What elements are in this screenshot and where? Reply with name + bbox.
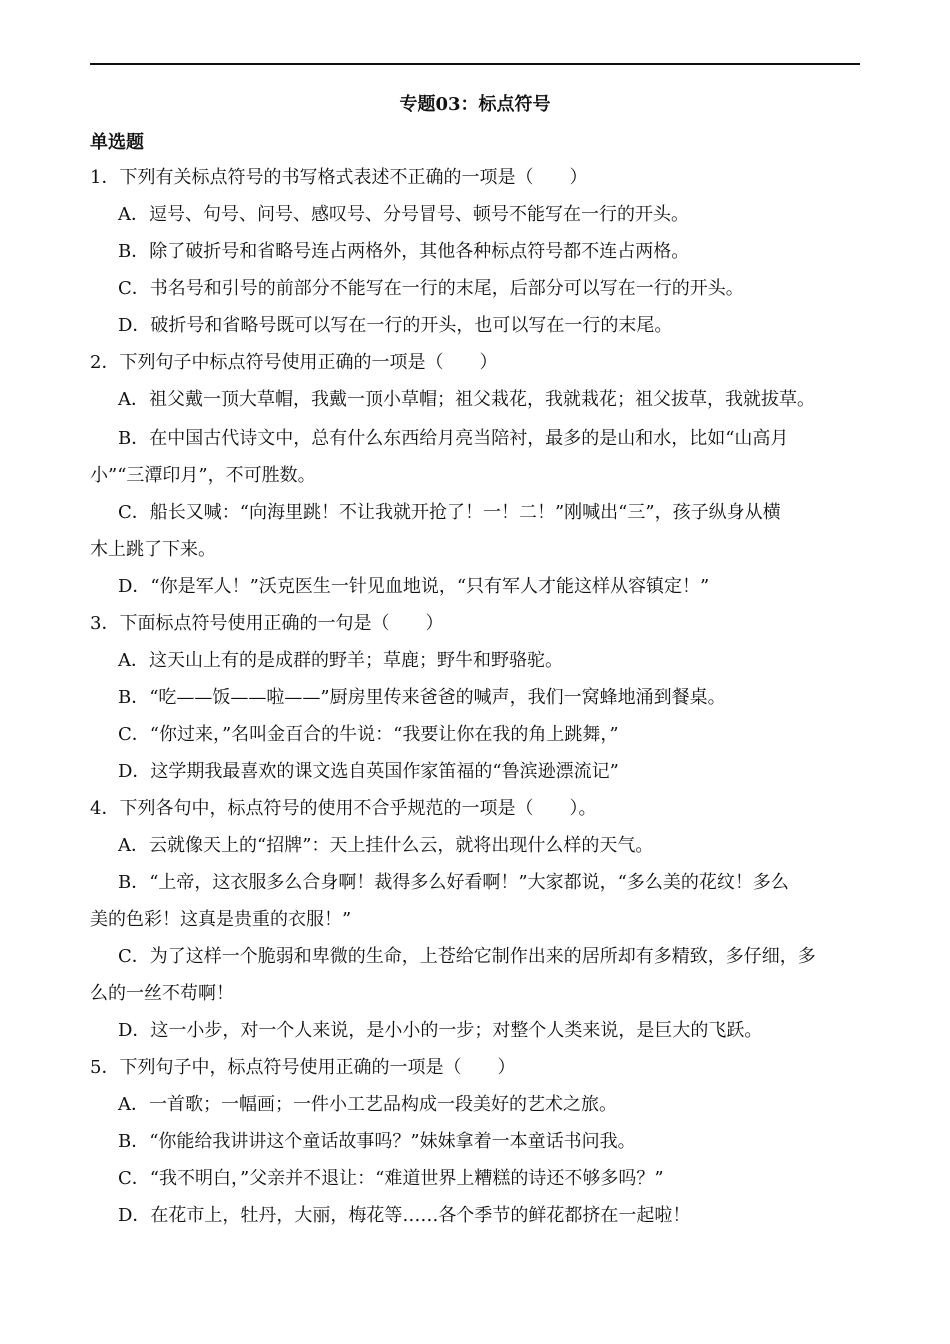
question-2: 2．下列句子中标点符号使用正确的一项是（ ）: [90, 352, 498, 373]
header-rule: [90, 63, 860, 65]
q4-option-b: B．“上帝，这衣服多么合身啊！裁得多么好看啊！”大家都说，“多么美的花纹！多么: [118, 872, 789, 893]
question-3: 3．下面标点符号使用正确的一句是（ ）: [90, 613, 444, 634]
q5-option-c: C．“我不明白，”父亲并不退让：“难道世界上糟糕的诗还不够多吗？”: [118, 1168, 664, 1189]
q5-option-b: B．“你能给我讲讲这个童话故事吗？”妹妹拿着一本童话书问我。: [118, 1131, 636, 1152]
q4-option-a: A．云就像天上的“招牌”：天上挂什么云，就将出现什么样的天气。: [118, 835, 654, 856]
q2-option-d: D．“你是军人！”沃克医生一针见血地说，“只有军人才能这样从容镇定！”: [118, 576, 710, 597]
question-1: 1．下列有关标点符号的书写格式表述不正确的一项是（ ）: [90, 167, 588, 188]
section-heading: 单选题: [90, 132, 144, 153]
page-title: 专题03：标点符号: [399, 94, 551, 115]
q5-option-a: A．一首歌；一幅画；一件小工艺品构成一段美好的艺术之旅。: [118, 1094, 617, 1115]
q2-option-c: C．船长又喊：“向海里跳！不让我就开抢了！一！二！”刚喊出“三”，孩子纵身从横: [118, 502, 781, 523]
q4-option-c-cont: 么的一丝不苟啊！: [90, 983, 234, 1004]
q1-option-a: A．逗号、句号、问号、感叹号、分号冒号、顿号不能写在一行的开头。: [118, 204, 689, 225]
question-5: 5．下列句子中，标点符号使用正确的一项是（ ）: [90, 1057, 516, 1078]
q2-option-b-cont: 小”“三潭印月”，不可胜数。: [90, 465, 316, 486]
q3-option-d: D．这学期我最喜欢的课文选自英国作家笛福的“鲁滨逊漂流记”: [118, 761, 619, 782]
q1-option-c: C．书名号和引号的前部分不能写在一行的末尾，后部分可以写在一行的开头。: [118, 278, 744, 299]
q3-option-a: A．这天山上有的是成群的野羊；草鹿；野牛和野骆驼。: [118, 650, 563, 671]
question-4: 4．下列各句中，标点符号的使用不合乎规范的一项是（ ）。: [90, 798, 597, 819]
q3-option-b: B．“吃——饭——啦——”厨房里传来爸爸的喊声，我们一窝蜂地涌到餐桌。: [118, 687, 726, 708]
q3-option-c: C．“你过来，”名叫金百合的牛说：“我要让你在我的角上跳舞，”: [118, 724, 619, 745]
q5-option-d: D．在花市上，牡丹，大丽，梅花等……各个季节的鲜花都挤在一起啦！: [118, 1205, 691, 1226]
q2-option-c-cont: 木上跳了下来。: [90, 539, 216, 560]
q2-option-b: B．在中国古代诗文中，总有什么东西给月亮当陪衬，最多的是山和水，比如“山高月: [118, 428, 789, 449]
q4-option-b-cont: 美的色彩！这真是贵重的衣服！”: [90, 909, 352, 930]
q4-option-d: D．这一小步，对一个人来说，是小小的一步；对整个人类来说，是巨大的飞跃。: [118, 1020, 763, 1041]
q2-option-a: A．祖父戴一顶大草帽，我戴一顶小草帽；祖父栽花，我就栽花；祖父拔草，我就拔草。: [118, 389, 815, 410]
q1-option-b: B．除了破折号和省略号连占两格外，其他各种标点符号都不连占两格。: [118, 241, 690, 262]
q4-option-c: C．为了这样一个脆弱和卑微的生命，上苍给它制作出来的居所却有多精致，多仔细，多: [118, 946, 816, 967]
q1-option-d: D．破折号和省略号既可以写在一行的开头，也可以写在一行的末尾。: [118, 315, 673, 336]
